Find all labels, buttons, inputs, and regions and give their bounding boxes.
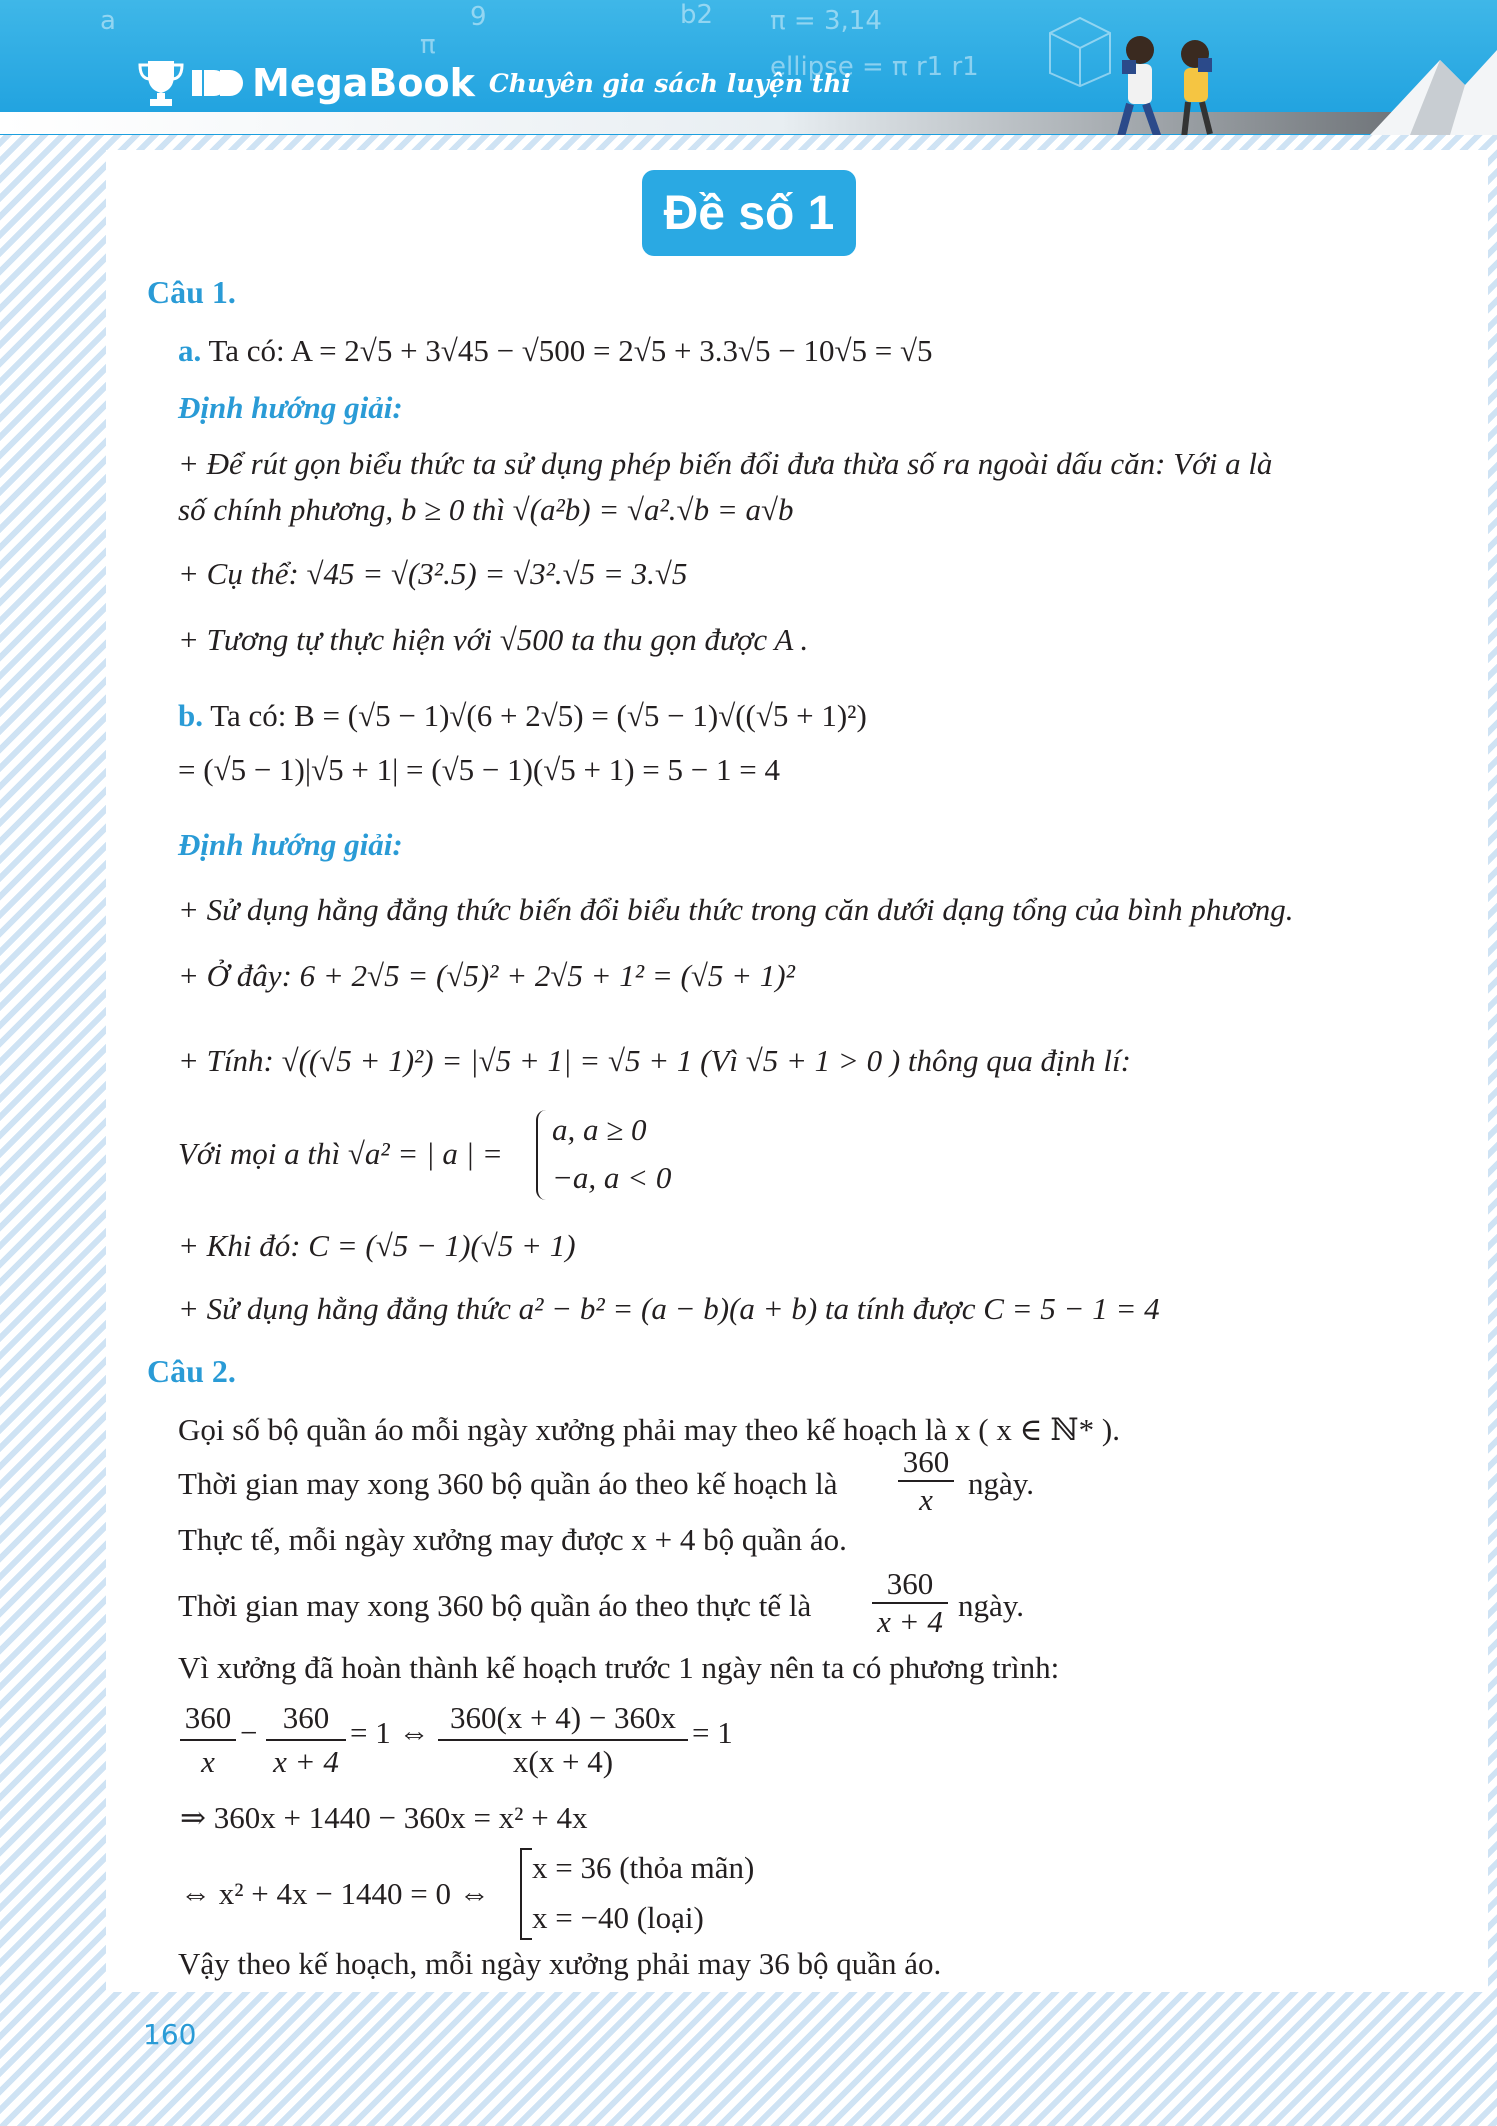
eq-mid: = 1 ⇔: [350, 1715, 430, 1750]
guide-b-line-3: + Tính: √((√5 + 1)²) = |√5 + 1| = √5 + 1 (Vì √5 + 1 > 0 ) thông qua định lí:: [178, 1043, 1131, 1078]
guide-a-line-3: + Cụ thể: √45 = √(3².5) = √3².√5 = 3.√5: [178, 556, 688, 591]
q2-line-1: Gọi số bộ quần áo mỗi ngày xưởng phải may theo kế hoạch là x ( x ∈ ℕ* ).: [178, 1412, 1120, 1447]
fraction-numerator: 360: [886, 1566, 934, 1601]
fraction-numerator: 360: [184, 1700, 232, 1735]
guide-a-line-4: + Tương tự thực hiện với √500 ta thu gọn được A .: [178, 622, 809, 657]
q2-line-2-end: ngày.: [968, 1466, 1034, 1501]
fraction-eq-a: [180, 1697, 236, 1783]
q2-line-4: Thời gian may xong 360 bộ quần áo theo thực tế là: [178, 1588, 812, 1623]
q2-conclusion: Vậy theo kế hoạch, mỗi ngày xưởng phải may 36 bộ quần áo.: [178, 1946, 942, 1981]
solution-guide-heading-1: Định hướng giải:: [178, 390, 403, 425]
guide-a-line-1: + Để rút gọn biểu thức ta sử dụng phép biến đổi đưa thừa số ra ngoài dấu căn: Với a là: [178, 446, 1273, 481]
q2-line-7: ⇔ x² + 4x − 1440 = 0 ⇔: [180, 1876, 490, 1911]
fraction-plan-time: [898, 1444, 954, 1518]
page-header: [0, 0, 1497, 135]
minus-sign: −: [240, 1715, 258, 1750]
part-b-equation-cont: = (√5 − 1)|√5 + 1| = (√5 − 1)(√5 + 1) = 5 − 1 = 4: [178, 752, 781, 787]
deco-formula-ellipse: ellipse = π r1 r1: [770, 52, 979, 82]
students-jumping-icon: [1100, 20, 1230, 135]
solution-bracket: [520, 1848, 532, 1940]
question-1-label: Câu 1.: [147, 274, 236, 310]
part-b-equation: Ta có: B = (√5 − 1)√(6 + 2√5) = (√5 − 1)√((√5 + 1)²): [210, 698, 867, 733]
deco-a: a: [100, 6, 116, 36]
deco-nine: 9: [470, 2, 487, 32]
case-line-2: −a, a < 0: [552, 1160, 672, 1195]
deco-pi: π: [420, 30, 436, 60]
q2-line-3: Thực tế, mỗi ngày xưởng may được x + 4 bộ quần áo.: [178, 1522, 847, 1557]
part-b-label: b.: [178, 698, 203, 733]
guide-b-line-4: Với mọi a thì √a² = | a | =: [178, 1136, 503, 1171]
case-brace: [536, 1110, 552, 1200]
case-line-1: a, a ≥ 0: [552, 1112, 647, 1147]
fraction-denominator: x + 4: [872, 1602, 948, 1640]
question-2-label: Câu 2.: [147, 1353, 236, 1389]
q2-line-6: ⇒ 360x + 1440 − 360x = x² + 4x: [180, 1800, 588, 1835]
eq-end: = 1: [692, 1715, 733, 1750]
guide-a-line-2: số chính phương, b ≥ 0 thì √(a²b) = √a².√b = a√b: [178, 492, 794, 527]
fraction-numerator: 360(x + 4) − 360x: [449, 1700, 677, 1735]
q2-line-2: [178, 1466, 837, 1502]
part-a-equation: Ta có: A = 2√5 + 3√45 − √500 = 2√5 + 3.3√5 − 10√5 = √5: [208, 333, 933, 368]
fraction-denominator: x + 4: [266, 1739, 346, 1783]
guide-b-line-6: + Sử dụng hằng đẳng thức a² − b² = (a − b)(a + b) ta tính được C = 5 − 1 = 4: [178, 1291, 1160, 1326]
megabook-logo-icon: [192, 66, 244, 100]
q2-line-5: Vì xưởng đã hoàn thành kế hoạch trước 1 ngày nên ta có phương trình:: [178, 1650, 1060, 1685]
brand: [138, 57, 851, 109]
trophy-icon: [138, 57, 184, 109]
solution-case-1: x = 36 (thỏa mãn): [532, 1850, 755, 1885]
solution-case-2: x = −40 (loại): [532, 1900, 704, 1935]
part-a-line: [178, 333, 933, 369]
fraction-denominator: x: [180, 1739, 236, 1783]
deco-b2: b2: [680, 0, 714, 30]
guide-b-line-5: + Khi đó: C = (√5 − 1)(√5 + 1): [178, 1228, 576, 1263]
part-b-line: [178, 698, 867, 734]
guide-b-line-2: + Ở đây: 6 + 2√5 = (√5)² + 2√5 + 1² = (√5 + 1)²: [178, 958, 795, 993]
deco-formula-pi: π = 3,14: [770, 6, 882, 36]
guide-b-line-1: + Sử dụng hằng đẳng thức biến đổi biểu thức trong căn dưới dạng tổng của bình phương.: [178, 892, 1294, 927]
fraction-numerator: 360: [902, 1444, 950, 1479]
part-a-label: a.: [178, 333, 202, 368]
fraction-numerator: 360: [282, 1700, 330, 1735]
q2-line-4-end: ngày.: [958, 1588, 1024, 1623]
page-number: 160: [143, 2018, 197, 2051]
fraction-eq-c: [438, 1697, 688, 1783]
q2-line-2-text: Thời gian may xong 360 bộ quần áo theo kế hoạch là: [178, 1466, 838, 1501]
page-title: Đề số 1: [642, 170, 856, 256]
mountain-icon: [1370, 40, 1497, 135]
solution-guide-heading-2: Định hướng giải:: [178, 827, 403, 862]
fraction-eq-b: [266, 1697, 346, 1783]
brand-name: MegaBook: [252, 61, 475, 105]
fraction-denominator: x: [898, 1480, 954, 1518]
fraction-denominator: x(x + 4): [438, 1739, 688, 1783]
brand-slogan: Chuyên gia sách luyện thi: [488, 68, 851, 98]
fraction-actual-time: [872, 1566, 948, 1640]
